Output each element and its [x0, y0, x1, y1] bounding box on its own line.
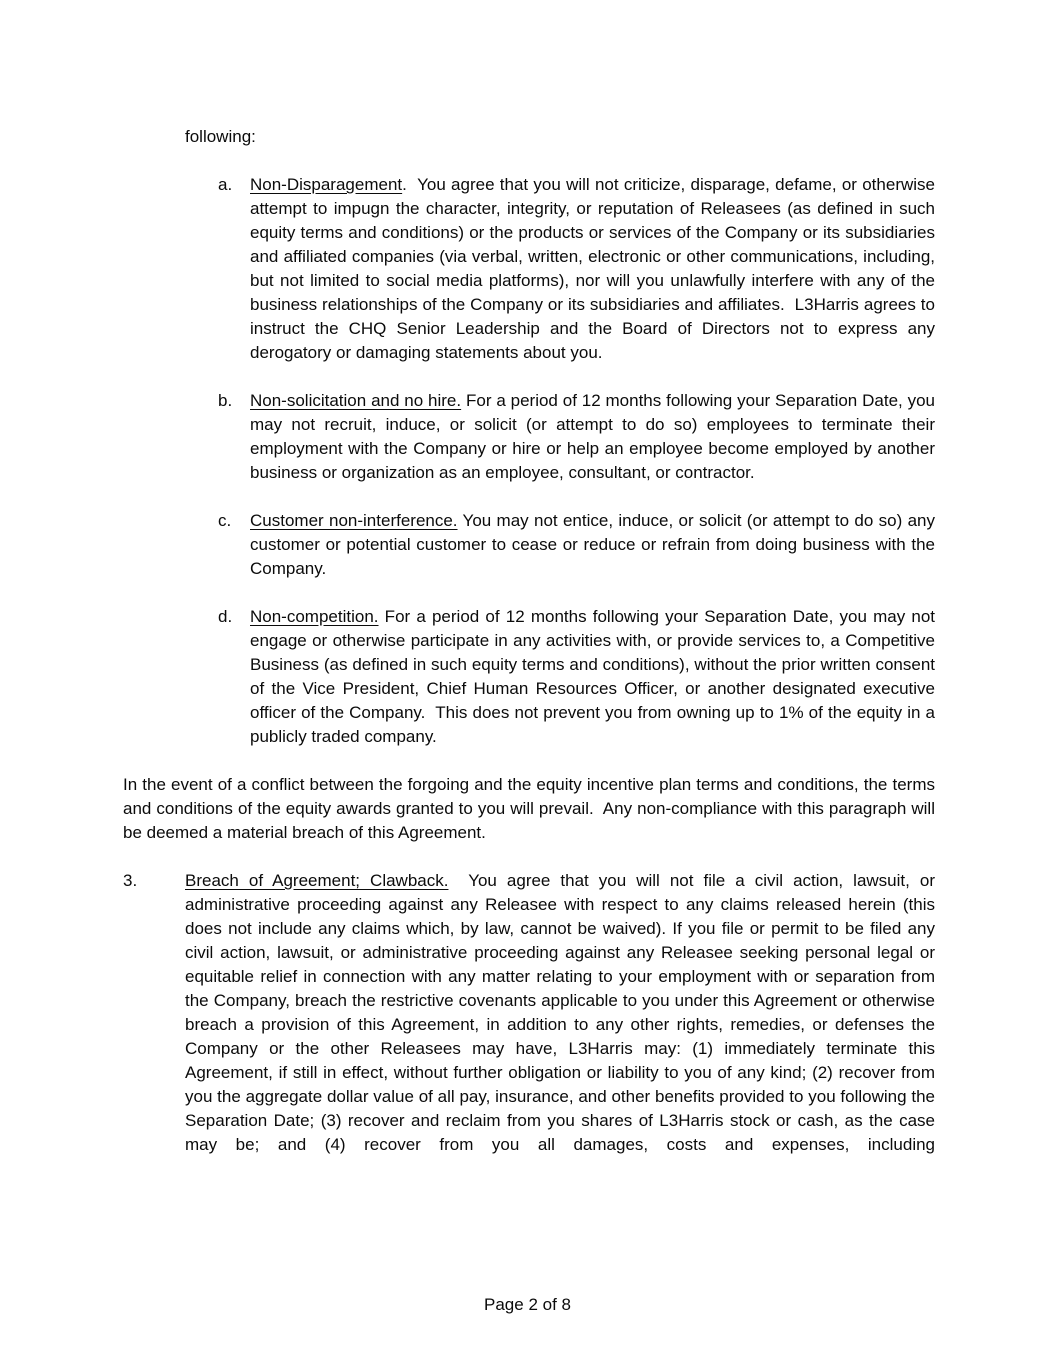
list-item-d	[123, 605, 935, 749]
list-item-b	[123, 389, 935, 485]
item-body: For a period of 12 months following your Separation Date, you may not recruit, induce, or solicit (or attempt to do so) employees to terminate their employment with the Company or hire or help an employee become employed by another business or organization as an employee, consultant, or contractor.	[250, 391, 936, 482]
section-heading: Breach of Agreement; Clawback.	[185, 871, 449, 890]
page-number: Page 2 of 8	[484, 1295, 571, 1314]
item-heading: Non-solicitation and no hire.	[250, 391, 462, 410]
item-marker: c.	[218, 511, 232, 530]
section-3	[123, 869, 935, 1157]
conflict-paragraph: In the event of a conflict between the forgoing and the equity incentive plan terms and conditions, the terms and conditions of the equity awards granted to you will prevail. Any non-compliance with this paragraph will be deemed a material breach of this Agreement.	[123, 775, 935, 842]
item-marker: d.	[218, 607, 233, 626]
list-item-c	[123, 509, 935, 581]
item-text	[250, 509, 935, 581]
item-heading: Non-Disparagement	[250, 175, 403, 194]
item-body: For a period of 12 months following your Separation Date, you may not engage or otherwise participate in any activities with, or provide services to, a Competitive Business (as defined in such equity terms and conditions), without the prior written consent of the Vice President, Chief Human Resources Officer, or another designated executive officer of the Company. This does not prevent you from owning up to 1% of the equity in a publicly traded company.	[250, 607, 935, 746]
item-marker: a.	[218, 175, 233, 194]
item-text	[250, 605, 935, 749]
section-text	[185, 869, 935, 1157]
item-text	[250, 173, 935, 365]
covenant-list	[123, 173, 935, 749]
item-body: You may not entice, induce, or solicit (or attempt to do so) any customer or potential customer to cease or reduce or refrain from doing business with the Company.	[250, 511, 935, 578]
section-number: 3.	[123, 871, 138, 890]
item-body: . You agree that you will not criticize, disparage, defame, or otherwise attempt to impugn the character, integrity, or reputation of Releasees (as defined in such equity terms and conditions) or the products or services of the Company or its subsidiaries and affiliated companies (via verbal, written, electronic or other communications, including, but not limited to social media platforms), nor will you unlawfully interfere with any of the business relationships of the Company or its subsidiaries and affiliates. L3Harris agrees to instruct the CHQ Senior Leadership and the Board of Directors not to express any derogatory or damaging statements about you.	[250, 175, 935, 362]
list-item-a	[123, 173, 935, 365]
item-heading: Non-competition.	[250, 607, 379, 626]
intro-text: following:	[185, 127, 256, 146]
item-text	[250, 389, 935, 485]
section-body: You agree that you will not file a civil action, lawsuit, or administrative proceeding against any Releasee with respect to any claims released herein (this does not include any claims which, by law, cannot be waived). If you file or permit to be filed any civil action, lawsuit, or administrative proceeding against any Releasee seeking personal legal or equitable relief in connection with any matter relating to your employment with or separation from the Company, breach the restrictive covenants applicable to you under this Agreement or otherwise breach a provision of this Agreement, in addition to any other rights, remedies, or defenses the Company or the other Releasees may have, L3Harris may: (1) immediately terminate this Agreement, if still in effect, without further obligation or liability to you of any kind; (2) recover from you the aggregate dollar value of all pay, insurance, and other benefits provided to you following the Separation Date; (3) recover and reclaim from you shares of L3Harris stock or cash, as the case may be; and (4) recover from you all damages, costs and expenses, including	[185, 871, 935, 1154]
item-marker: b.	[218, 391, 233, 410]
item-heading: Customer non-interference.	[250, 511, 458, 530]
